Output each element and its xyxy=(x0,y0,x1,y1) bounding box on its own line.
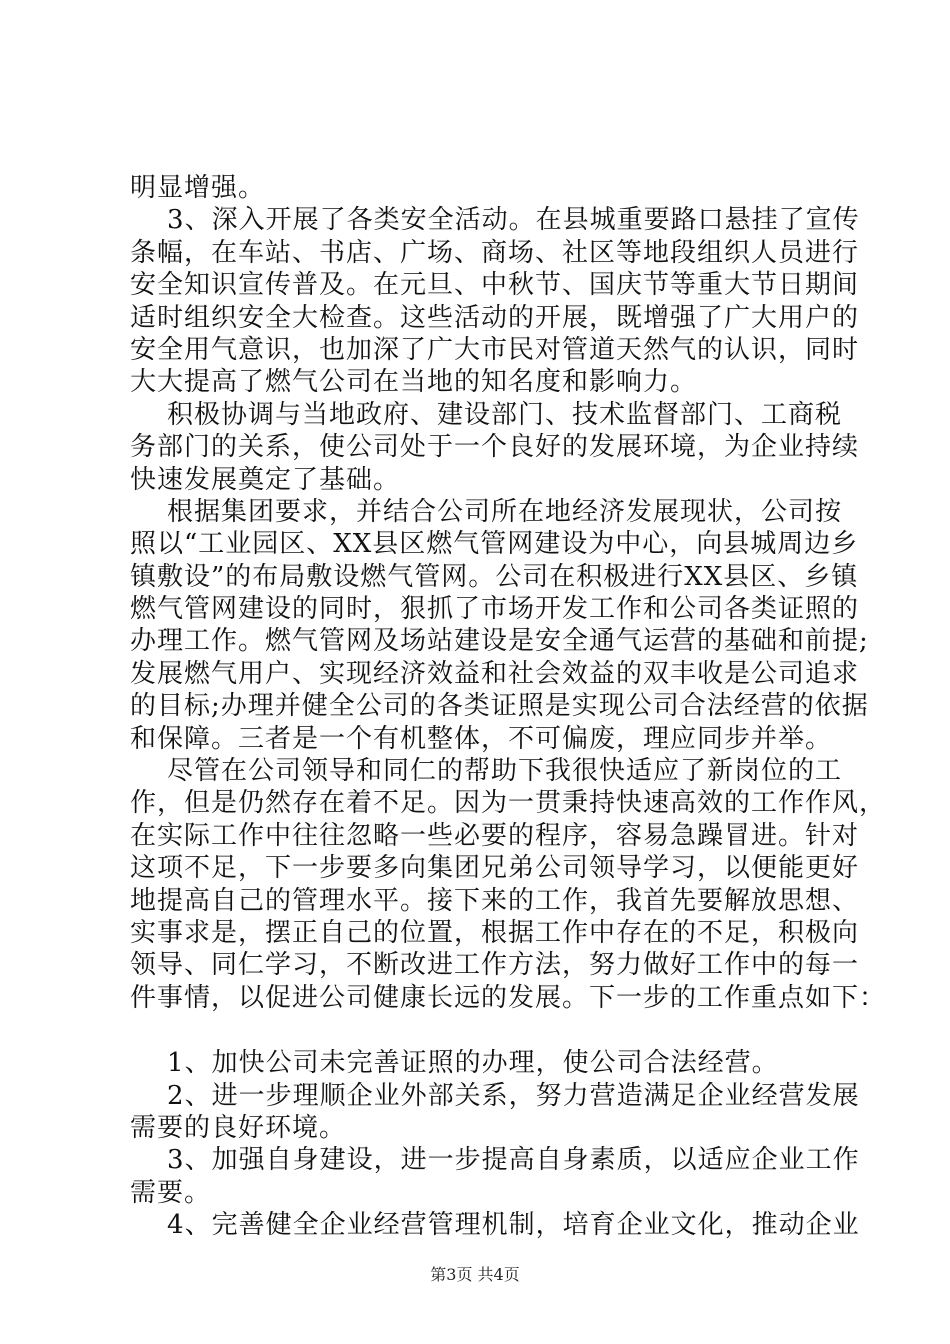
text-line: 在实际工作中往往忽略一些必要的程序，容易急躁冒进。针对 xyxy=(130,820,860,851)
body-text xyxy=(130,172,887,1242)
text-line: 地提高自己的管理水平。接下来的工作，我首先要解放思想、 xyxy=(130,885,860,916)
text-line: 4、完善健全企业经营管理机制，培育企业文化，推动企业 xyxy=(130,1210,860,1241)
text-line: 这项不足，下一步要多向集团兄弟公司领导学习，以便能更好 xyxy=(130,853,860,884)
text-line: 快速发展奠定了基础。 xyxy=(130,464,401,495)
text-line: 积极协调与当地政府、建设部门、技术监督部门、工商税 xyxy=(130,399,843,430)
text-line: 根据集团要求，并结合公司所在地经济发展现状，公司按 xyxy=(130,496,843,527)
text-line: 3、深入开展了各类安全活动。在县城重要路口悬挂了宣传 xyxy=(130,205,860,236)
page-number-footer: 第3页 共4页 xyxy=(430,1265,520,1284)
text-line: 需要的良好环境。 xyxy=(130,1112,347,1143)
text-line: 大大提高了燃气公司在当地的知名度和影响力。 xyxy=(130,367,698,398)
text-line: 安全用气意识，也加深了广大市民对管道天然气的认识，同时 xyxy=(130,334,860,365)
text-line: 条幅，在车站、书店、广场、商场、社区等地段组织人员进行 xyxy=(130,237,860,268)
text-line: 办理工作。燃气管网及场站建设是安全通气运营的基础和前提; xyxy=(130,626,869,657)
text-line: 的目标;办理并健全公司的各类证照是实现公司合法经营的依据 xyxy=(130,691,869,722)
text-line: 需要。 xyxy=(130,1177,212,1208)
text-line: 作，但是仍然存在着不足。因为一贯秉持快速高效的工作作风， xyxy=(130,788,887,819)
text-line: 明显增强。 xyxy=(130,173,266,203)
text-line: 尽管在公司领导和同仁的帮助下我很快适应了新岗位的工 xyxy=(130,756,843,787)
text-line: 照以“工业园区、XX县区燃气管网建设为中心，向县城周边乡 xyxy=(130,529,859,560)
text-line: 镇敷设”的布局敷设燃气管网。公司在积极进行XX县区、乡镇 xyxy=(130,561,859,592)
text-line: 件事情，以促进公司健康长远的发展。下一步的工作重点如下： xyxy=(130,982,887,1013)
paragraph-gap xyxy=(130,1014,830,1047)
text-line: 适时组织安全大检查。这些活动的开展，既增强了广大用户的 xyxy=(130,302,860,333)
text-line: 1、加快公司未完善证照的办理，使公司合法经营。 xyxy=(130,1048,779,1079)
text-line: 燃气管网建设的同时，狠抓了市场开发工作和公司各类证照的 xyxy=(130,594,860,625)
text-line: 发展燃气用户、实现经济效益和社会效益的双丰收是公司追求 xyxy=(130,658,860,689)
text-line: 实事求是，摆正自己的位置，根据工作中存在的不足，积极向 xyxy=(130,917,860,948)
text-line: 务部门的关系，使公司处于一个良好的发展环境，为企业持续 xyxy=(130,432,860,463)
text-line: 3、加强自身建设，进一步提高自身素质，以适应企业工作 xyxy=(130,1145,860,1176)
text-line: 安全知识宣传普及。在元旦、中秋节、国庆节等重大节日期间 xyxy=(130,270,860,301)
text-line: 和保障。三者是一个有机整体，不可偏废，理应同步并举。 xyxy=(130,723,833,754)
text-line: 2、进一步理顺企业外部关系，努力营造满足企业经营发展 xyxy=(130,1080,860,1111)
text-line: 领导、同仁学习，不断改进工作方法，努力做好工作中的每一 xyxy=(130,950,860,981)
